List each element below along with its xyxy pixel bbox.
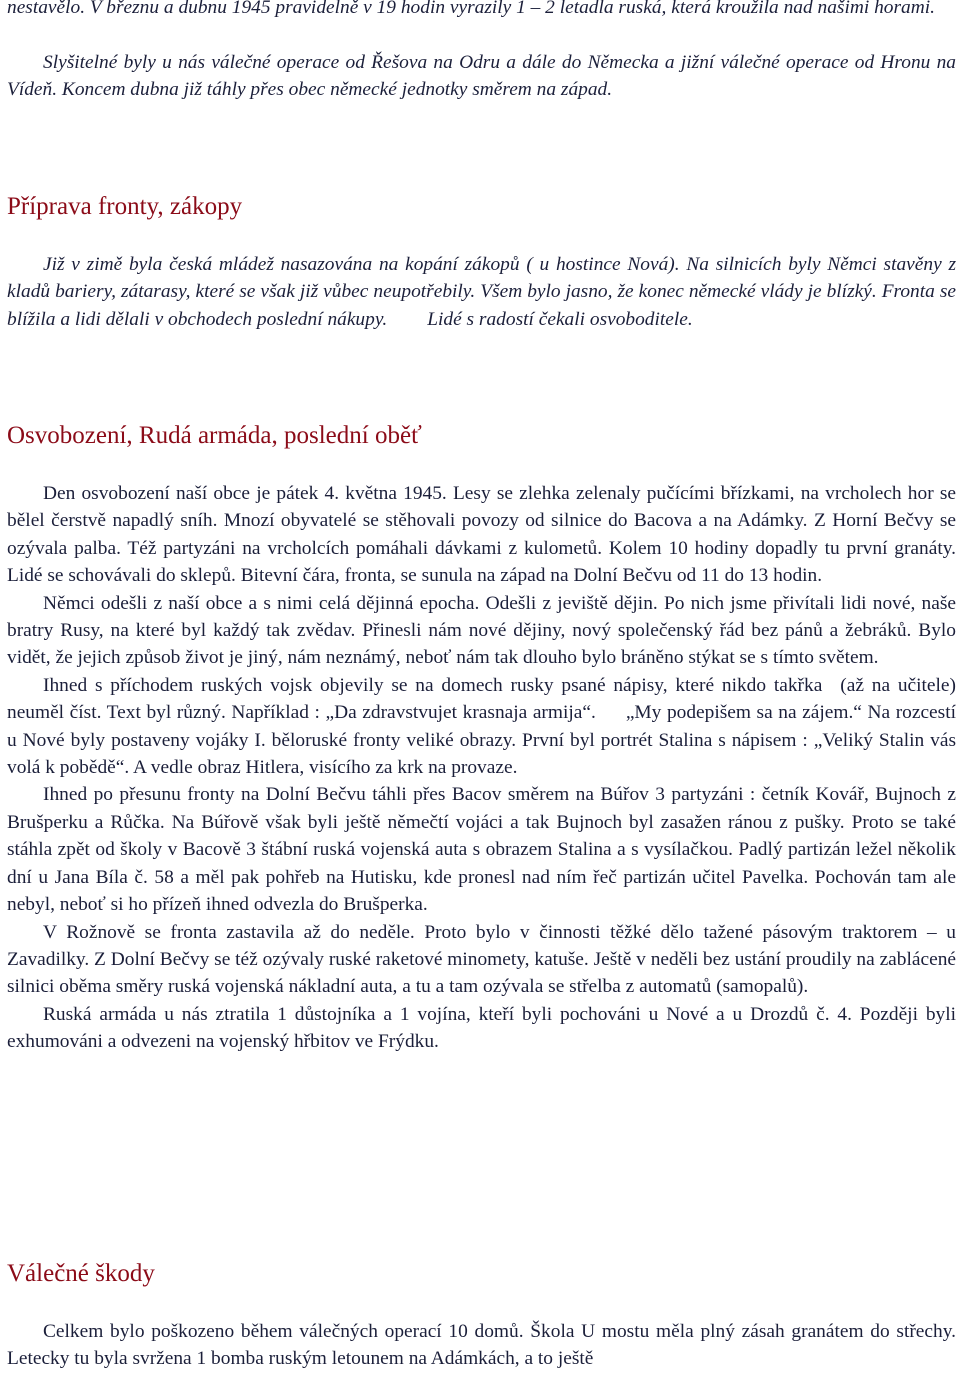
section2-p3-c: „My podepišem sa na zájem.“ Na rozcestí u Nové byly postaveny vojáky I. běloruské fronty veliké obrazy. První byl portrét Stalina s nápisem : „Veliký Stalin vás volá k pobědě“. A vedle obraz Hitlera, visícího za krk na provaze. bbox=[7, 702, 956, 779]
section3-paragraph-1: Celkem bylo poškozeno během válečných operací 10 domů. Škola U mostu měla plný zásah granátem do střechy. Letecky tu byla svržena 1 bomba ruským letounem na Adámkách, a to ještě bbox=[7, 1321, 956, 1370]
section1-text-a: Již v zimě byla česká mládež nasazována na kopání zákopů ( u hostince Nová). Na silnicích byly Němci stavěny z kladů bariery, zátarasy, které se však již vůbec neupotřebily. Všem bylo jasno, že konec německé vlády je blízký. Fronta se blížila a lidi dělali v obchodech poslední nákupy. bbox=[7, 254, 956, 330]
section-heading-fronta: Příprava fronty, zákopy bbox=[7, 193, 243, 220]
intro-paragraph: Slyšitelné byly u nás válečné operace od Řešova na Odru a dále do Německa a jižní válečné operace od Hronu na Vídeň. Koncem dubna již táhly přes obec německé jednotky směrem na západ. bbox=[7, 52, 956, 101]
section2-paragraph-4: Ihned po přesunu fronty na Dolní Bečvu táhli přes Bacov směrem na Búřov 3 partyzáni : četník Kovář, Bujnoch z Brušperku a Růčka. Na Búřově však byli ještě němečtí vojáci a tak Bujnoch byl zasažen ránou z pušky. Proto se také stáhla zpět od školy v Bacově 3 štábní ruská vojenská auta s obrazem Stalina a s vysílačkou. Padlý partizán ležel několik dní u Jana Bíla č. 58 a měl pak pohřeb na Hutisku, kde pronesl nad ním řeč partizán učitel Pavelka. Pochován tam ale nebyl, neboť si ho přízeň ihned odvezla do Brušperka. bbox=[7, 784, 956, 916]
section2-body bbox=[7, 480, 956, 1056]
intro-line: nestavělo. V březnu a dubnu 1945 pravidelně v 19 hodin vyrazily 1 – 2 letadla ruská, která kroužila nad našimi horami. bbox=[7, 0, 935, 18]
section2-paragraph-3 bbox=[7, 672, 956, 782]
section2-p3-b: (až na učitele) neuměl číst. Text byl různý. Například : „Da zdravstvujet krasnaja armija“. bbox=[7, 674, 956, 724]
section2-paragraph-2: Němci odešli z naší obce a s nimi celá dějinná epocha. Odešli z jeviště dějin. Po nich jsme přivítali lidi nové, naše bratry Rusy, na které byl každý tak zvědav. Přinesli nám nové dějiny, nový společenský řád bez pánů a žebráků. Bylo vidět, že jejich způsob život je jiný, nám neznámý, neboť nám tak dlouho bylo bráněno stýkat se s tímto světem. bbox=[7, 592, 956, 669]
section2-p3-a: Ihned s příchodem ruských vojsk objevily se na domech rusky psané nápisy, které nikdo takřka bbox=[43, 674, 823, 696]
section2-paragraph-5: V Rožnově se fronta zastavila až do neděle. Proto bylo v činnosti těžké dělo tažené pásovým traktorem – u Zavadilky. Z Dolní Bečvy se též ozývaly ruské raketové minomety, katuše. Ještě v neděli bez ustání proudily na zablácené silnici oběma směry ruská vojenská nákladní auta, a tu a tam ozývala se střelba z automatů (samopalů). bbox=[7, 921, 956, 998]
section2-paragraph-6: Ruská armáda u nás ztratila 1 důstojníka a 1 vojína, kteří byli pochováni u Nové a u Drozdů č. 4. Později byli exhumováni a odvezeni na vojenský hřbitov ve Frýdku. bbox=[7, 1003, 956, 1053]
section2-paragraph-1: Den osvobození naší obce je pátek 4. května 1945. Lesy se zlehka zelenaly pučícími břízkami, na vrcholech hor se bělel čerstvě napadlý sníh. Mnozí obyvatelé se stěhovali povozy od silnice do Bacova a na Adámky. Z Horní Bečvy se ozývala palba. Též partyzáni na vrcholcích pomáhali dávkami z kulometů. Kolem 10 hodiny dopadly tu první granáty. Lidé se schovávali do sklepů. Bitevní čára, fronta, se sunula na západ na Dolní Bečvu od 11 do 13 hodin. bbox=[7, 483, 956, 587]
section1-text-b: Lidé s radostí čekali osvoboditele. bbox=[427, 308, 693, 330]
section1-body bbox=[7, 251, 956, 333]
section-heading-skody: Válečné škody bbox=[7, 1260, 155, 1287]
section-heading-osvobozeni: Osvobození, Rudá armáda, poslední oběť bbox=[7, 422, 422, 449]
